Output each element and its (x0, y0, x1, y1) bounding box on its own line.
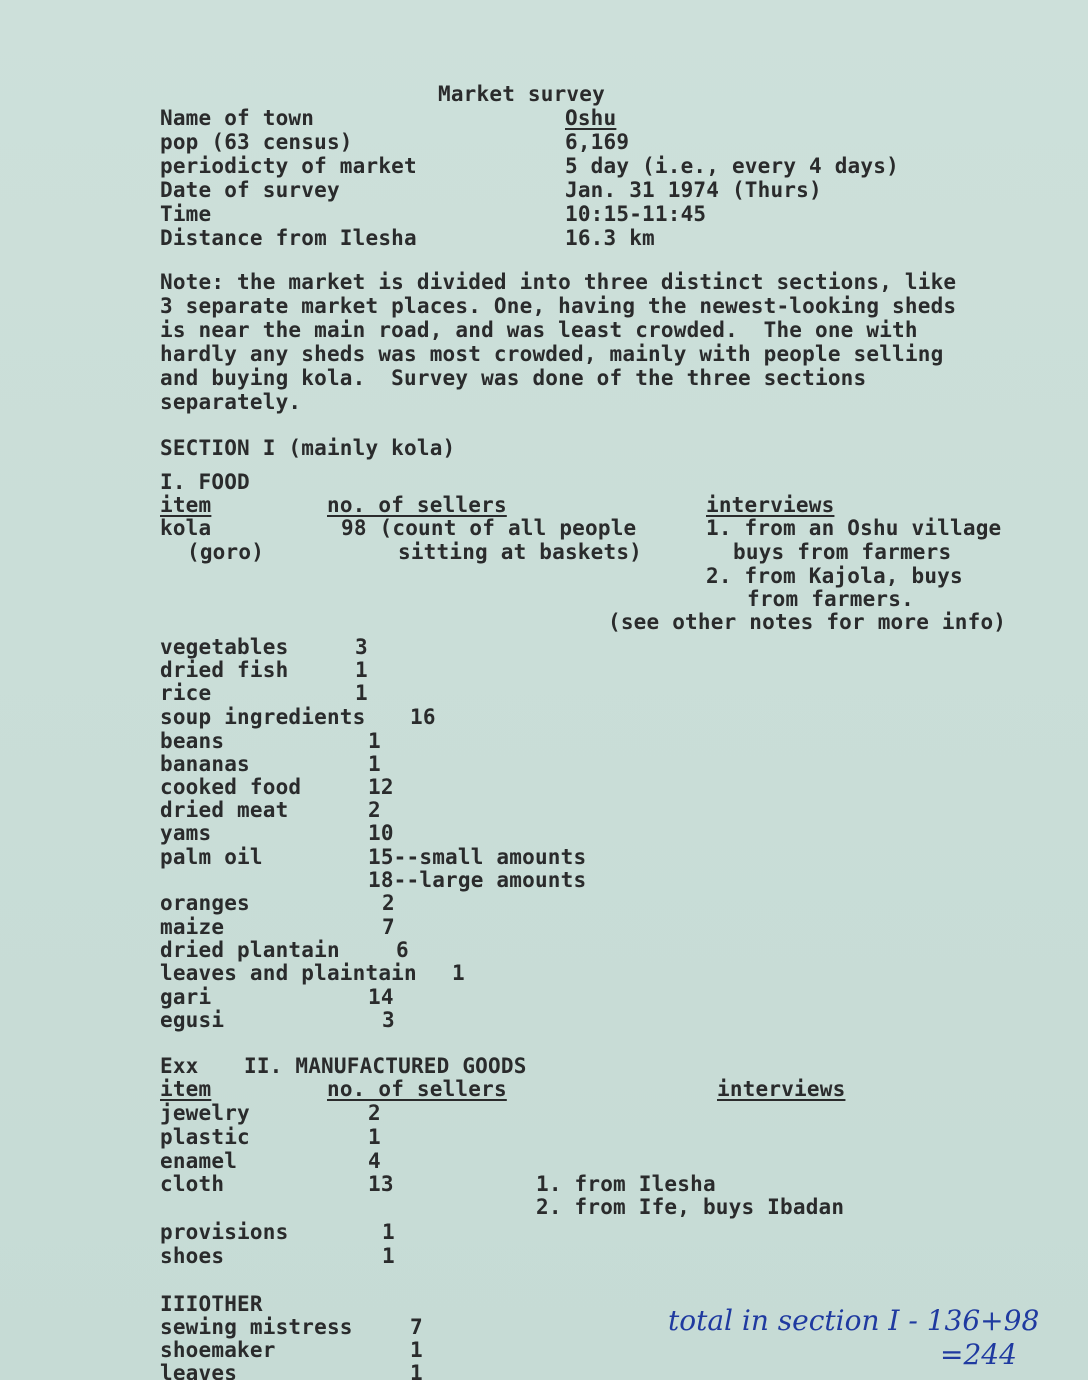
list-count: 15--small amounts (368, 845, 587, 869)
list-item: rice (160, 681, 212, 705)
list-count: 7 (410, 1315, 423, 1339)
header-label: Date of survey (160, 178, 340, 202)
list-item: shoemaker (160, 1338, 276, 1362)
header-label: Time (160, 202, 212, 226)
note-line: and buying kola. Survey was done of the three sections (160, 366, 867, 390)
handwritten-total: total in section I - 136+98 (668, 1304, 1040, 1337)
list-count: 1 (410, 1338, 423, 1362)
section-title: SECTION I (mainly kola) (160, 436, 456, 460)
list-item: vegetables (160, 635, 289, 659)
note-line: separately. (160, 390, 302, 414)
list-item: enamel (160, 1149, 238, 1173)
list-item: dried plantain (160, 938, 340, 962)
list-count: 1 (410, 1361, 423, 1380)
other-heading: IIIOTHER (160, 1292, 263, 1316)
list-item: leaves and plaintain (160, 961, 417, 985)
list-count: 1 (368, 729, 381, 753)
list-count: 2 (368, 1101, 381, 1125)
note-line: 3 separate market places. One, having the newest-looking sheds (160, 294, 957, 318)
header-value: Oshu (565, 106, 617, 130)
list-count: 2 (368, 798, 381, 822)
kola-interview: 2. from Kajola, buys (706, 564, 963, 588)
list-count: 6 (396, 938, 409, 962)
list-count: 13 (368, 1172, 394, 1196)
manufactured-prefix: Exx (160, 1054, 199, 1078)
list-item: soup ingredients (160, 705, 366, 729)
list-item: beans (160, 729, 225, 753)
kola-interview: 1. from an Oshu village (706, 516, 1002, 540)
list-item: yams (160, 821, 212, 845)
list-item: dried fish (160, 658, 289, 682)
note-line: is near the main road, and was least crowded. The one with (160, 318, 918, 342)
kola-interview-note: (see other notes for more info) (608, 610, 1007, 634)
col-interviews-header: interviews (717, 1077, 846, 1101)
list-count: 16 (410, 705, 436, 729)
cloth-interview: 1. from Ilesha (536, 1172, 716, 1196)
kola-sellers: 98 (count of all people (341, 516, 637, 540)
cloth-interview: 2. from Ife, buys Ibadan (536, 1195, 845, 1219)
list-count: 1 (382, 1220, 395, 1244)
kola-item: kola (160, 516, 212, 540)
list-item: provisions (160, 1220, 289, 1244)
header-value: 16.3 km (565, 226, 655, 250)
list-item: cooked food (160, 775, 302, 799)
header-value: 10:15-11:45 (565, 202, 707, 226)
list-item: oranges (160, 891, 250, 915)
manufactured-heading: II. MANUFACTURED GOODS (244, 1054, 527, 1078)
list-count: 1 (368, 1125, 381, 1149)
list-item: leaves (160, 1361, 238, 1380)
list-item: egusi (160, 1008, 225, 1032)
list-item: palm oil (160, 845, 263, 869)
list-count: 2 (382, 891, 395, 915)
note-line: Note: the market is divided into three distinct sections, like (160, 270, 957, 294)
list-count: 10 (368, 821, 394, 845)
list-count: 3 (355, 635, 368, 659)
list-count: 12 (368, 775, 394, 799)
kola-item-local: (goro) (187, 540, 265, 564)
list-count: 1 (355, 658, 368, 682)
food-heading: I. FOOD (160, 470, 250, 494)
col-interviews-header: interviews (706, 493, 835, 517)
list-item: bananas (160, 752, 250, 776)
list-item: gari (160, 985, 212, 1009)
list-count: 14 (368, 985, 394, 1009)
col-sellers-header: no. of sellers (327, 1077, 507, 1101)
list-item: sewing mistress (160, 1315, 353, 1339)
list-item: shoes (160, 1244, 225, 1268)
header-label: pop (63 census) (160, 130, 353, 154)
list-count: 1 (355, 681, 368, 705)
header-label: periodicty of market (160, 154, 417, 178)
header-value: 5 day (i.e., every 4 days) (565, 154, 899, 178)
header-label: Distance from Ilesha (160, 226, 417, 250)
doc-title: Market survey (438, 82, 605, 106)
list-item: jewelry (160, 1101, 250, 1125)
list-count: 1 (452, 961, 465, 985)
list-item: maize (160, 915, 225, 939)
header-value: 6,169 (565, 130, 630, 154)
handwritten-sum: =244 (940, 1338, 1017, 1371)
list-item: dried meat (160, 798, 289, 822)
list-count: 3 (382, 1008, 395, 1032)
list-count: 7 (382, 915, 395, 939)
col-item-header: item (160, 493, 212, 517)
list-count: 1 (382, 1244, 395, 1268)
col-sellers-header: no. of sellers (327, 493, 507, 517)
list-count: 4 (368, 1149, 381, 1173)
list-count: 18--large amounts (368, 868, 587, 892)
list-item: plastic (160, 1125, 250, 1149)
kola-interview: buys from farmers (733, 540, 952, 564)
kola-interview: from farmers. (747, 587, 914, 611)
header-value: Jan. 31 1974 (Thurs) (565, 178, 822, 202)
kola-sellers: sitting at baskets) (398, 540, 643, 564)
header-label: Name of town (160, 106, 315, 130)
list-count: 1 (368, 752, 381, 776)
col-item-header: item (160, 1077, 212, 1101)
note-line: hardly any sheds was most crowded, mainly with people selling (160, 342, 944, 366)
list-item: cloth (160, 1172, 225, 1196)
